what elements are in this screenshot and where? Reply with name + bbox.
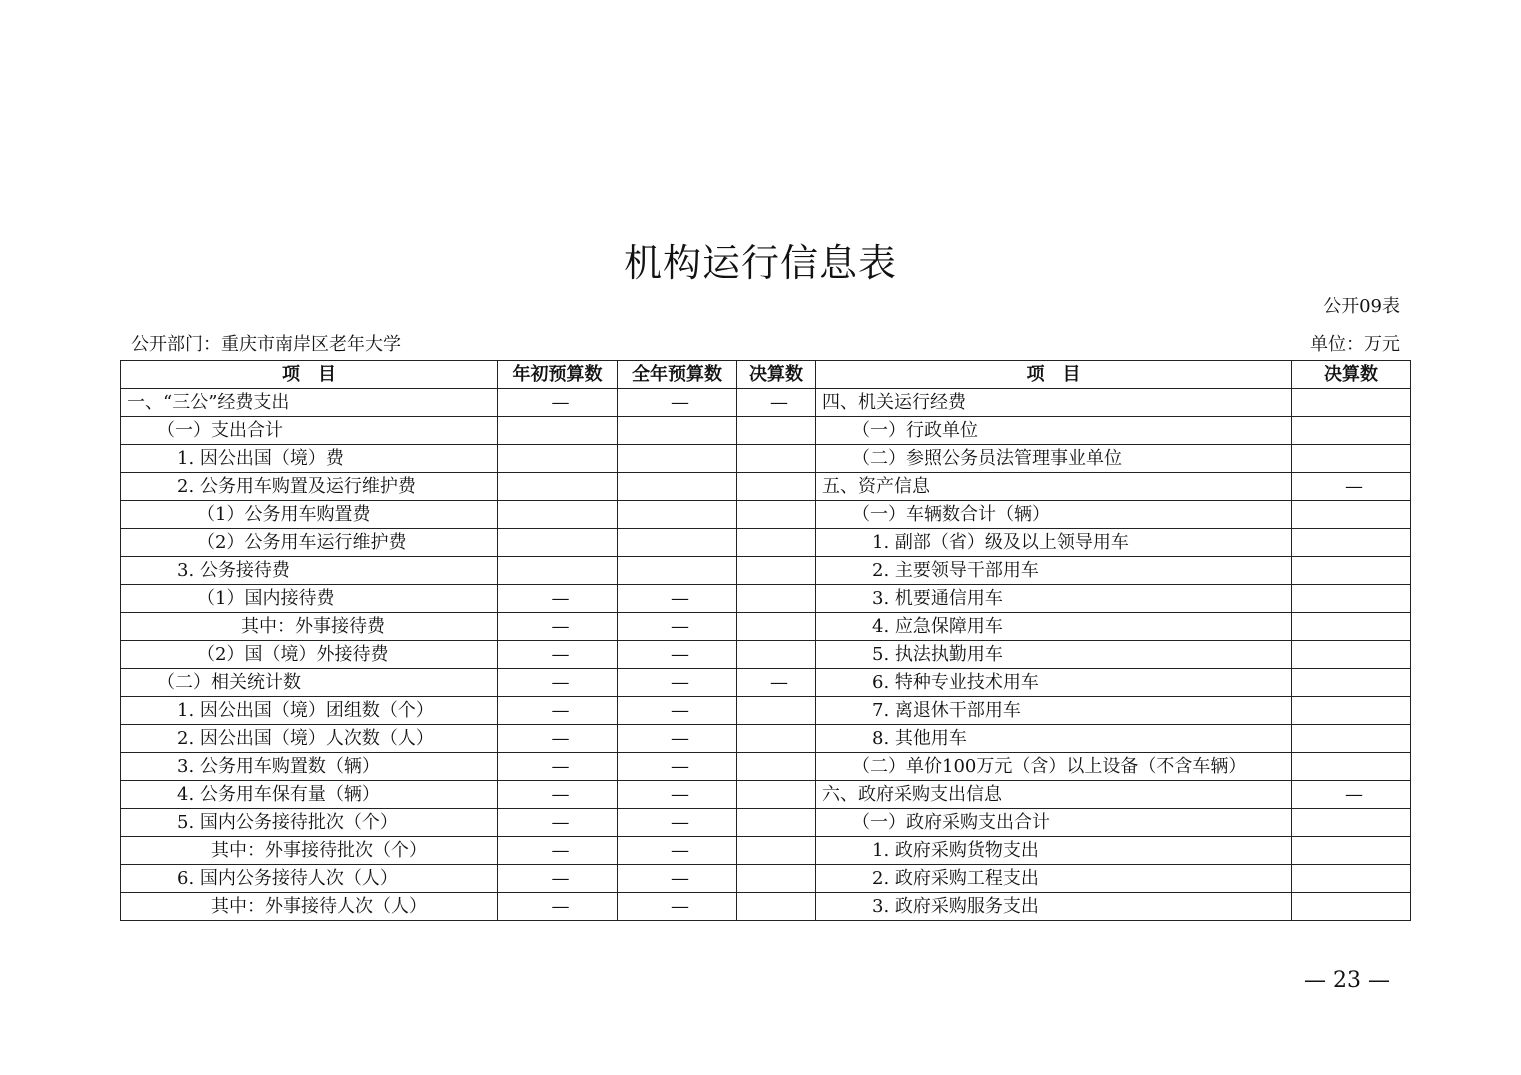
left-item-label: 1. 因公出国（境）团组数（个） [121, 697, 498, 725]
left-item-label: （二）相关统计数 [121, 669, 498, 697]
right-final-cell [1292, 417, 1411, 445]
table-row [121, 753, 1411, 781]
right-final-cell [1292, 445, 1411, 473]
left-item-label: 2. 因公出国（境）人次数（人） [121, 725, 498, 753]
table-row [121, 669, 1411, 697]
left-item-label: 2. 公务用车购置及运行维护费 [121, 473, 498, 501]
budget-full-cell: — [618, 753, 737, 781]
left-item-label: 6. 国内公务接待人次（人） [121, 865, 498, 893]
table-row [121, 473, 1411, 501]
budget-begin-cell: — [498, 753, 618, 781]
budget-full-cell: — [618, 669, 737, 697]
budget-begin-cell: — [498, 725, 618, 753]
right-final-cell [1292, 585, 1411, 613]
right-item-label: 8. 其他用车 [816, 725, 1292, 753]
budget-begin-cell [498, 417, 618, 445]
budget-begin-cell: — [498, 837, 618, 865]
left-item-label: （一）支出合计 [121, 417, 498, 445]
table-row [121, 501, 1411, 529]
budget-begin-cell: — [498, 669, 618, 697]
table-row [121, 585, 1411, 613]
budget-full-cell: — [618, 893, 737, 921]
final-cell [737, 641, 816, 669]
final-cell [737, 473, 816, 501]
left-item-label: 一、“三公”经费支出 [121, 389, 498, 417]
budget-begin-cell: — [498, 893, 618, 921]
final-cell: — [737, 669, 816, 697]
header-final: 决算数 [737, 361, 816, 389]
right-final-cell [1292, 697, 1411, 725]
right-final-cell: — [1292, 473, 1411, 501]
right-item-label: （二）参照公务员法管理事业单位 [816, 445, 1292, 473]
left-item-label: （1）公务用车购置费 [121, 501, 498, 529]
final-cell [737, 417, 816, 445]
budget-full-cell [618, 557, 737, 585]
final-cell [737, 697, 816, 725]
budget-full-cell: — [618, 725, 737, 753]
budget-begin-cell: — [498, 613, 618, 641]
budget-full-cell [618, 501, 737, 529]
right-item-label: 4. 应急保障用车 [816, 613, 1292, 641]
budget-begin-cell: — [498, 585, 618, 613]
budget-full-cell [618, 417, 737, 445]
right-item-label: （一）行政单位 [816, 417, 1292, 445]
right-final-cell [1292, 837, 1411, 865]
left-item-label: 3. 公务接待费 [121, 557, 498, 585]
left-item-label: （1）国内接待费 [121, 585, 498, 613]
budget-full-cell: — [618, 613, 737, 641]
left-item-label: 其中：外事接待批次（个） [121, 837, 498, 865]
right-item-label: 六、政府采购支出信息 [816, 781, 1292, 809]
budget-full-cell: — [618, 809, 737, 837]
right-item-label: 5. 执法执勤用车 [816, 641, 1292, 669]
right-final-cell [1292, 753, 1411, 781]
budget-begin-cell: — [498, 865, 618, 893]
budget-begin-cell: — [498, 809, 618, 837]
right-item-label: 3. 机要通信用车 [816, 585, 1292, 613]
header-item-right: 项 目 [816, 361, 1292, 389]
final-cell [737, 613, 816, 641]
right-item-label: （二）单价100万元（含）以上设备（不含车辆） [816, 753, 1292, 781]
right-item-label: 3. 政府采购服务支出 [816, 893, 1292, 921]
table-row [121, 697, 1411, 725]
department-label: 公开部门：重庆市南岸区老年大学 [131, 334, 401, 355]
right-final-cell [1292, 893, 1411, 921]
final-cell [737, 585, 816, 613]
final-cell [737, 865, 816, 893]
table-row [121, 641, 1411, 669]
page-number: — 23 — [1304, 968, 1390, 993]
left-item-label: （2）公务用车运行维护费 [121, 529, 498, 557]
info-table [120, 360, 1411, 921]
header-item-left: 项 目 [121, 361, 498, 389]
table-row [121, 417, 1411, 445]
table-row [121, 445, 1411, 473]
final-cell [737, 893, 816, 921]
right-item-label: 2. 主要领导干部用车 [816, 557, 1292, 585]
table-row [121, 809, 1411, 837]
budget-begin-cell: — [498, 641, 618, 669]
right-final-cell [1292, 557, 1411, 585]
budget-begin-cell [498, 529, 618, 557]
table-row [121, 613, 1411, 641]
right-item-label: 2. 政府采购工程支出 [816, 865, 1292, 893]
budget-full-cell: — [618, 837, 737, 865]
right-item-label: 1. 政府采购货物支出 [816, 837, 1292, 865]
right-final-cell [1292, 613, 1411, 641]
table-row [121, 893, 1411, 921]
right-item-label: 1. 副部（省）级及以上领导用车 [816, 529, 1292, 557]
header-final-right: 决算数 [1292, 361, 1411, 389]
table-header-row [121, 361, 1411, 389]
right-final-cell: — [1292, 781, 1411, 809]
right-item-label: 四、机关运行经费 [816, 389, 1292, 417]
table-row [121, 865, 1411, 893]
left-item-label: 3. 公务用车购置数（辆） [121, 753, 498, 781]
final-cell [737, 753, 816, 781]
final-cell [737, 809, 816, 837]
right-item-label: （一）政府采购支出合计 [816, 809, 1292, 837]
left-item-label: 其中：外事接待人次（人） [121, 893, 498, 921]
budget-begin-cell: — [498, 697, 618, 725]
budget-full-cell: — [618, 781, 737, 809]
budget-full-cell: — [618, 641, 737, 669]
left-item-label: 4. 公务用车保有量（辆） [121, 781, 498, 809]
final-cell: — [737, 389, 816, 417]
table-row [121, 529, 1411, 557]
right-item-label: （一）车辆数合计（辆） [816, 501, 1292, 529]
right-final-cell [1292, 501, 1411, 529]
left-item-label: 5. 国内公务接待批次（个） [121, 809, 498, 837]
right-final-cell [1292, 641, 1411, 669]
right-item-label: 五、资产信息 [816, 473, 1292, 501]
budget-full-cell [618, 529, 737, 557]
budget-begin-cell [498, 473, 618, 501]
final-cell [737, 781, 816, 809]
budget-full-cell: — [618, 697, 737, 725]
table-row [121, 781, 1411, 809]
budget-begin-cell: — [498, 389, 618, 417]
unit-label: 单位：万元 [1310, 334, 1400, 355]
table-row [121, 557, 1411, 585]
right-final-cell [1292, 389, 1411, 417]
final-cell [737, 529, 816, 557]
form-number: 公开09表 [1323, 296, 1400, 317]
final-cell [737, 837, 816, 865]
right-final-cell [1292, 725, 1411, 753]
final-cell [737, 557, 816, 585]
right-item-label: 7. 离退休干部用车 [816, 697, 1292, 725]
header-budget-begin: 年初预算数 [498, 361, 618, 389]
right-final-cell [1292, 809, 1411, 837]
budget-begin-cell [498, 501, 618, 529]
budget-full-cell: — [618, 585, 737, 613]
right-final-cell [1292, 669, 1411, 697]
left-item-label: 其中：外事接待费 [121, 613, 498, 641]
budget-begin-cell: — [498, 781, 618, 809]
right-final-cell [1292, 865, 1411, 893]
budget-full-cell: — [618, 389, 737, 417]
final-cell [737, 501, 816, 529]
table-row [121, 725, 1411, 753]
left-item-label: （2）国（境）外接待费 [121, 641, 498, 669]
final-cell [737, 725, 816, 753]
budget-full-cell: — [618, 865, 737, 893]
table-row [121, 837, 1411, 865]
header-budget-full: 全年预算数 [618, 361, 737, 389]
right-final-cell [1292, 529, 1411, 557]
final-cell [737, 445, 816, 473]
right-item-label: 6. 特种专业技术用车 [816, 669, 1292, 697]
left-item-label: 1. 因公出国（境）费 [121, 445, 498, 473]
page-title: 机构运行信息表 [623, 241, 897, 285]
table-row [121, 389, 1411, 417]
budget-full-cell [618, 445, 737, 473]
budget-full-cell [618, 473, 737, 501]
budget-begin-cell [498, 557, 618, 585]
budget-begin-cell [498, 445, 618, 473]
